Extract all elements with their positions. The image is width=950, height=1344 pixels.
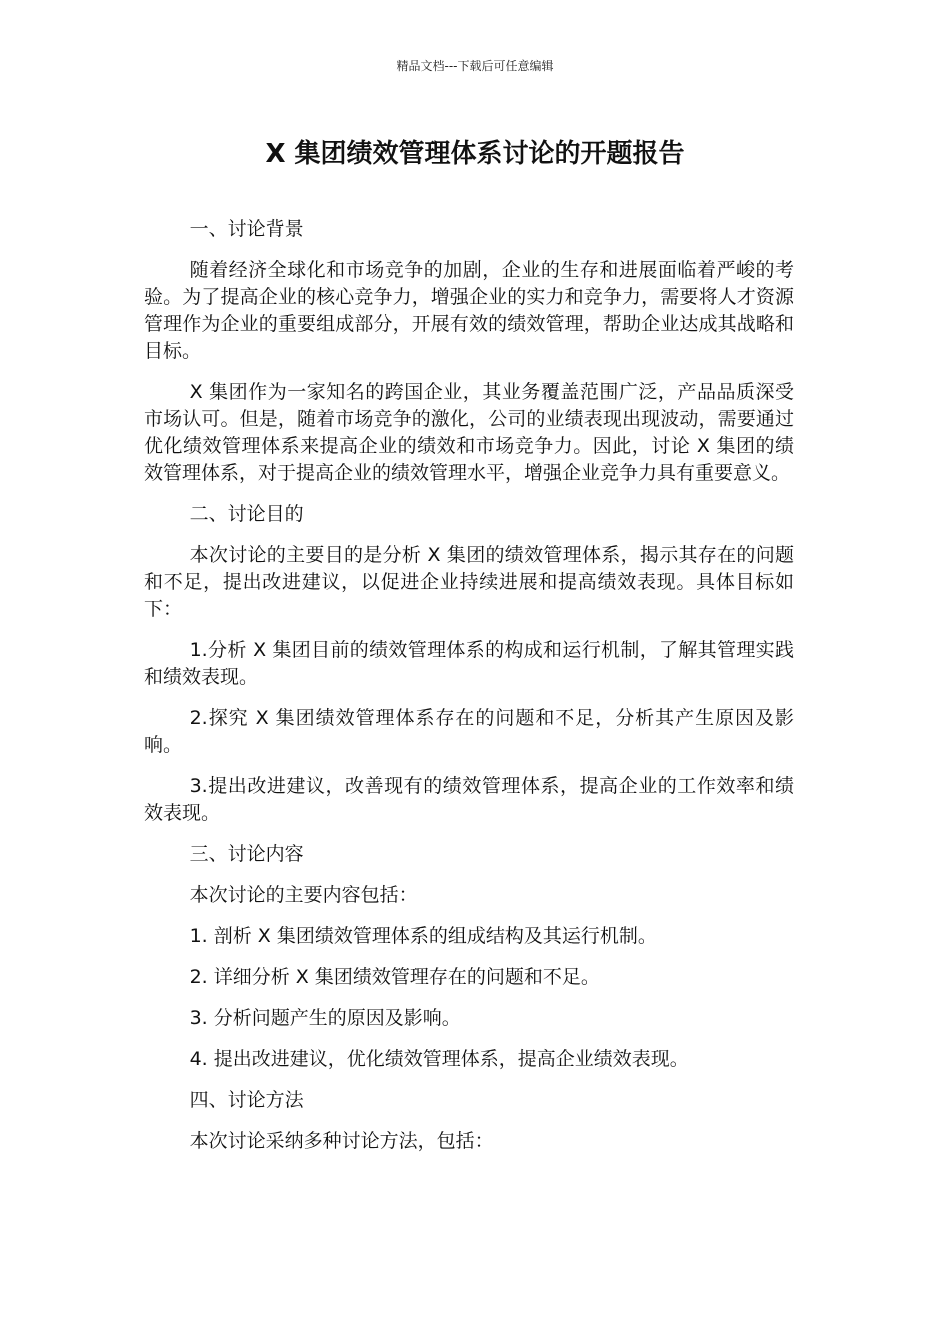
list-item: 1.分析 X 集团目前的绩效管理体系的构成和运行机制，了解其管理实践和绩效表现。	[144, 639, 794, 688]
paragraph: 本次讨论的主要内容包括：	[189, 884, 418, 906]
list-item: 2. 详细分析 X 集团绩效管理存在的问题和不足。	[189, 966, 600, 988]
header-note: 精品文档---下载后可任意编辑	[396, 59, 554, 73]
list-item: 4. 提出改进建议，优化绩效管理体系，提高企业绩效表现。	[189, 1048, 689, 1070]
section-heading-method: 四、讨论方法	[189, 1089, 304, 1111]
paragraph: 随着经济全球化和市场竞争的加剧，企业的生存和进展面临着严峻的考验。为了提高企业的核心竞争力，增强企业的实力和竞争力，需要将人才资源管理作为企业的重要组成部分，开展有效的绩效管理，帮助企业达成其战略和目标。	[144, 259, 794, 362]
list-item: 3. 分析问题产生的原因及影响。	[189, 1007, 461, 1029]
list-item: 2.探究 X 集团绩效管理体系存在的问题和不足，分析其产生原因及影响。	[144, 707, 794, 756]
document-title: X 集团绩效管理体系讨论的开题报告	[265, 139, 685, 169]
paragraph: 本次讨论的主要目的是分析 X 集团的绩效管理体系，揭示其存在的问题和不足，提出改进建议，以促进企业持续进展和提高绩效表现。具体目标如下：	[144, 544, 794, 620]
document-body	[144, 216, 794, 1169]
paragraph: X 集团作为一家知名的跨国企业，其业务覆盖范围广泛，产品品质深受市场认可。但是，随着市场竞争的激化，公司的业绩表现出现波动，需要通过优化绩效管理体系来提高企业的绩效和市场竞争力。因此，讨论 X 集团的绩效管理体系，对于提高企业的绩效管理水平，增强企业竞争力具有重要意义。	[144, 381, 794, 484]
list-item: 1. 剖析 X 集团绩效管理体系的组成结构及其运行机制。	[189, 925, 657, 947]
section-heading-background: 一、讨论背景	[189, 218, 304, 240]
paragraph: 本次讨论采纳多种讨论方法，包括：	[189, 1130, 494, 1152]
section-heading-purpose: 二、讨论目的	[189, 503, 304, 525]
section-heading-content: 三、讨论内容	[189, 843, 304, 865]
list-item: 3.提出改进建议，改善现有的绩效管理体系，提高企业的工作效率和绩效表现。	[144, 775, 794, 824]
